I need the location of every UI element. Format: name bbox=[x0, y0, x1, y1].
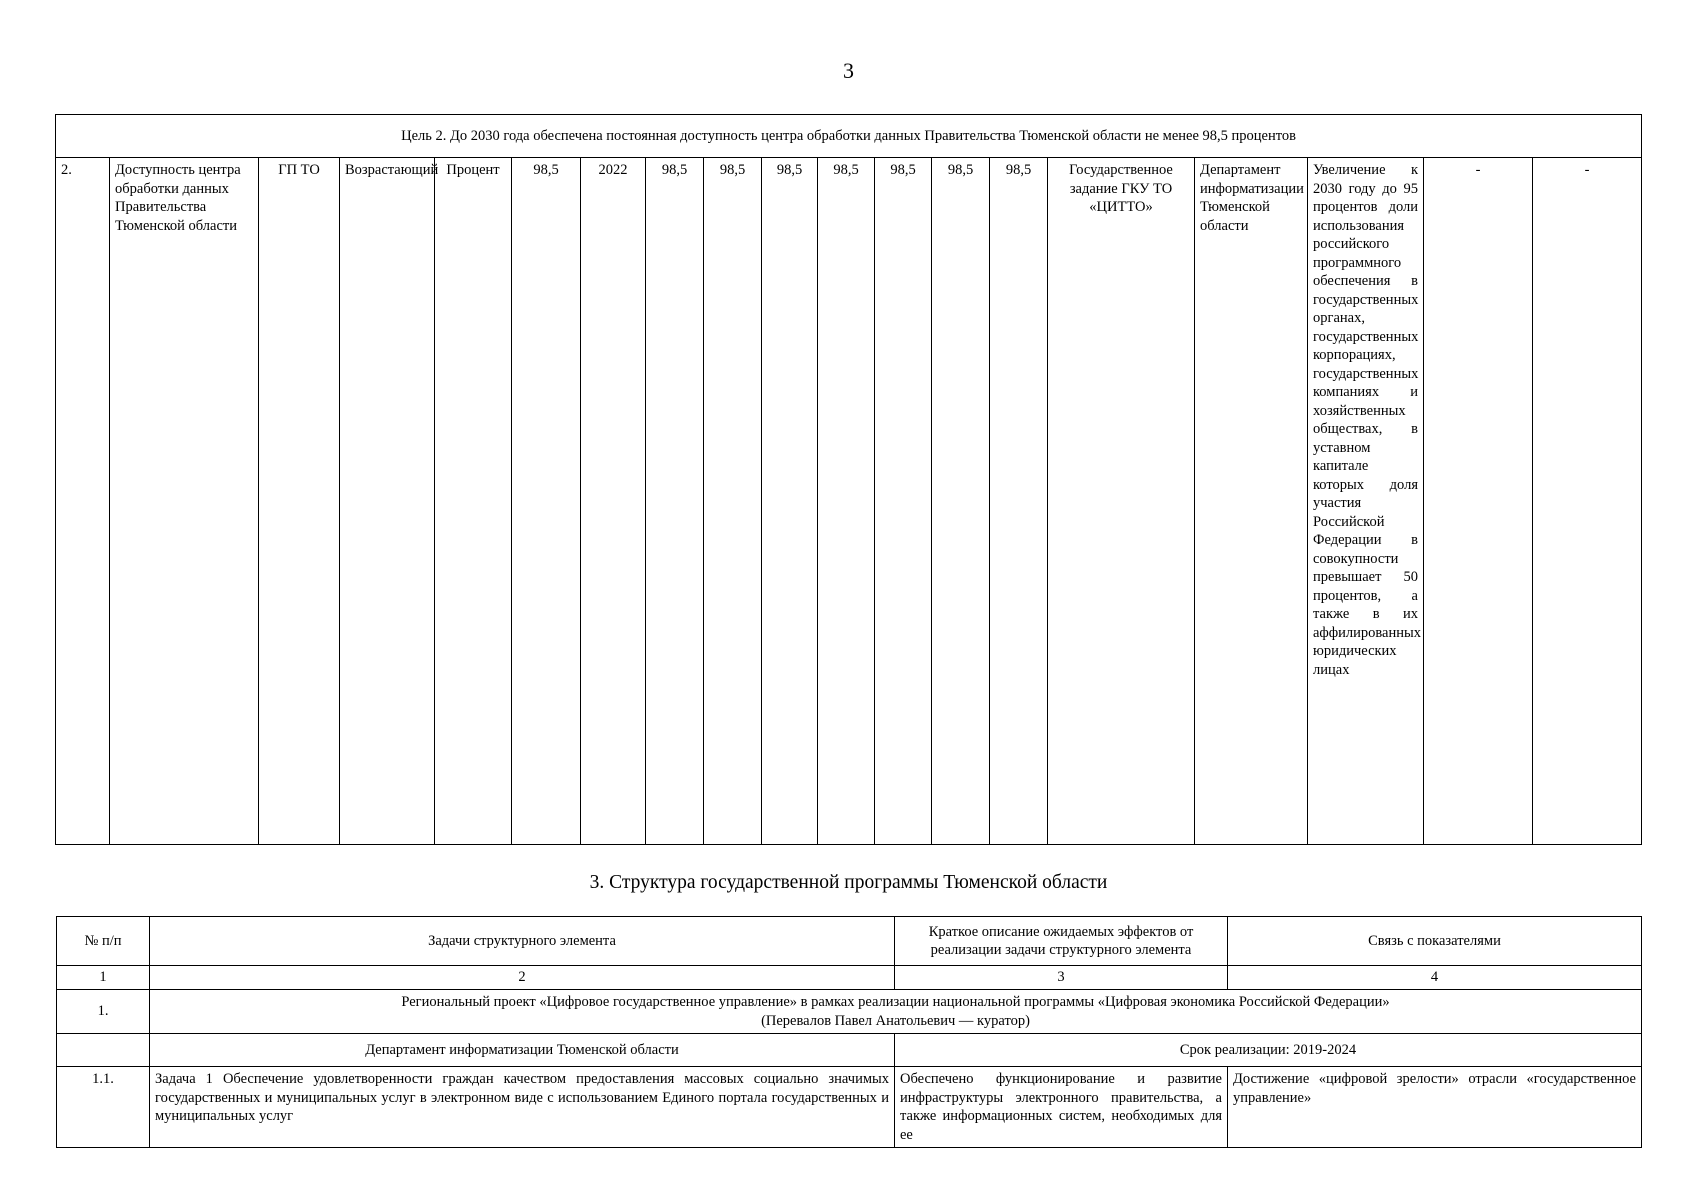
empty-cell bbox=[57, 1034, 150, 1067]
header-effects: Краткое описание ожидаемых эффектов от реализации задачи структурного элемента bbox=[895, 917, 1228, 966]
indicator-responsible: Департамент информатизации Тюменской области bbox=[1195, 158, 1308, 845]
column-number: 4 bbox=[1228, 966, 1642, 990]
year-value: 98,5 bbox=[932, 158, 990, 845]
indicator-direction: Возрастающий bbox=[340, 158, 435, 845]
section-title: 3. Структура государственной программы Тюменской области bbox=[589, 872, 1108, 893]
task-text: Задача 1 Обеспечение удовлетворенности граждан качеством предоставления массовых социально значимых государственных и муниципальных услуг в электронном виде с использованием Единого портала государственных и муниципальных услуг bbox=[150, 1067, 895, 1148]
project-number: 1. bbox=[57, 990, 150, 1034]
implementation-period: Срок реализации: 2019-2024 bbox=[895, 1034, 1642, 1067]
year-value: 98,5 bbox=[990, 158, 1048, 845]
year-value: 98,5 bbox=[646, 158, 704, 845]
header-num: № п/п bbox=[57, 917, 150, 966]
year-value: 98,5 bbox=[818, 158, 875, 845]
indicator-level: ГП ТО bbox=[259, 158, 340, 845]
year-value: 98,5 bbox=[762, 158, 818, 845]
project-cell bbox=[150, 990, 1642, 1034]
department-name: Департамент информатизации Тюменской области bbox=[150, 1034, 895, 1067]
goal-row: Цель 2. До 2030 года обеспечена постоянная доступность центра обработки данных Правительства Тюменской области не менее 98,5 процентов bbox=[56, 115, 1642, 158]
column-number: 1 bbox=[57, 966, 150, 990]
task-effect: Обеспечено функционирование и развитие инфраструктуры электронного правительства, а также информационных систем, необходимых для ее bbox=[895, 1067, 1228, 1148]
indicator-number: 2. bbox=[56, 158, 110, 845]
column-b-value: - bbox=[1533, 158, 1642, 845]
structure-table bbox=[56, 916, 1642, 1148]
base-year: 2022 bbox=[581, 158, 646, 845]
page-number: 3 bbox=[843, 58, 854, 83]
column-number: 3 bbox=[895, 966, 1228, 990]
column-a-value: - bbox=[1424, 158, 1533, 845]
project-curator: (Перевалов Павел Анатольевич — куратор) bbox=[761, 1012, 1030, 1029]
indicator-unit: Процент bbox=[435, 158, 512, 845]
indicator-name: Доступность центра обработки данных Правительства Тюменской области bbox=[110, 158, 259, 845]
year-value: 98,5 bbox=[704, 158, 762, 845]
column-number: 2 bbox=[150, 966, 895, 990]
task-number: 1.1. bbox=[57, 1067, 150, 1148]
goal-indicator-table bbox=[55, 114, 1642, 845]
task-link: Достижение «цифровой зрелости» отрасли «государственное управление» bbox=[1228, 1067, 1642, 1148]
indicator-link: Увеличение к 2030 году до 95 процентов доли использования российского программного обеспечения в государственных органах, государственных корпорациях, государственных компаниях и хозяйственных обществах, в уставном капитале которых доля участия Российской Федерации в совокупности превышает 50 процентов, а также в их аффилированных юридических лицах bbox=[1308, 158, 1424, 845]
indicator-row bbox=[56, 158, 1642, 845]
indicator-document: Государственное задание ГКУ ТО «ЦИТТО» bbox=[1048, 158, 1195, 845]
year-value: 98,5 bbox=[875, 158, 932, 845]
header-tasks: Задачи структурного элемента bbox=[150, 917, 895, 966]
base-value: 98,5 bbox=[512, 158, 581, 845]
header-link: Связь с показателями bbox=[1228, 917, 1642, 966]
project-title: Региональный проект «Цифровое государственное управление» в рамках реализации национальной программы «Цифровая экономика Российской Федерации» bbox=[401, 994, 1390, 1010]
